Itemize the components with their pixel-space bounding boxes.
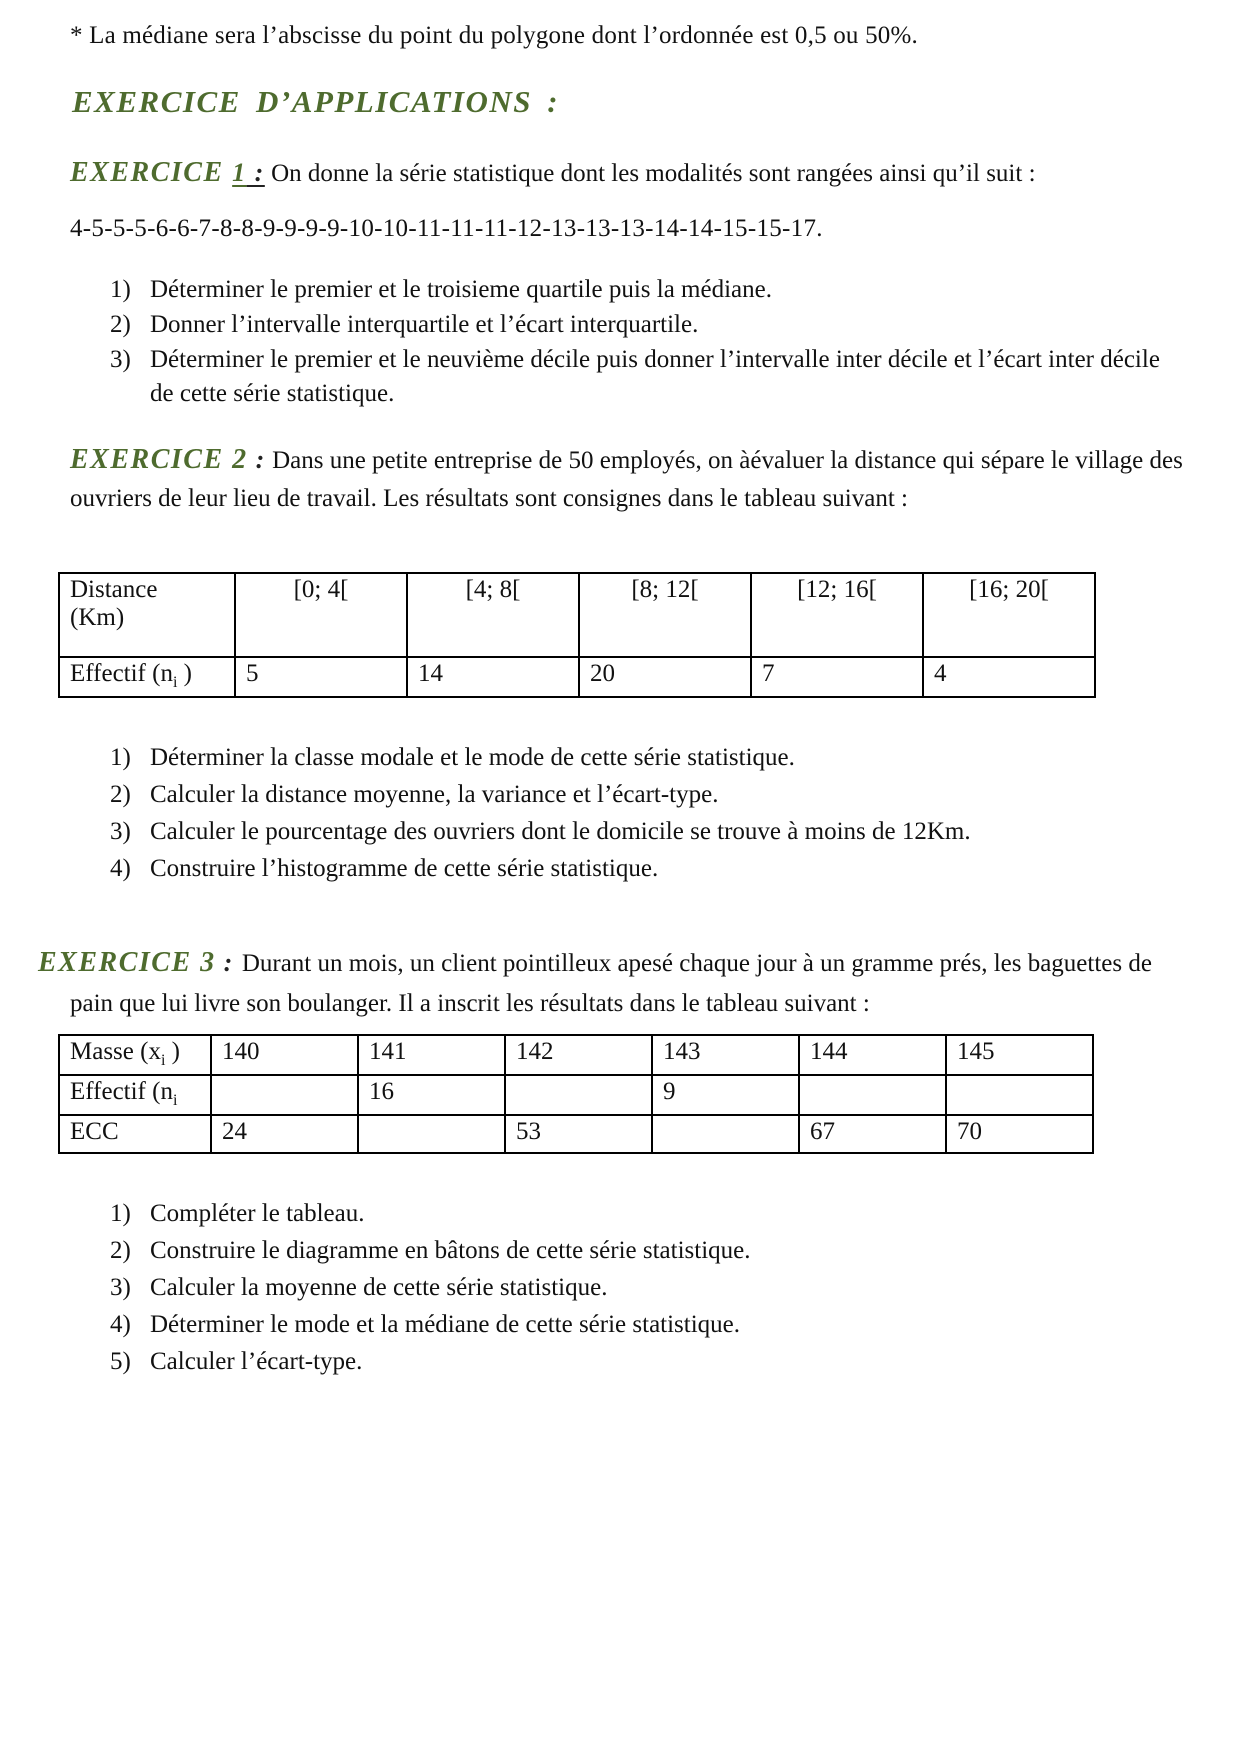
item-number: 2) — [110, 311, 131, 338]
table-header-cell — [59, 1035, 211, 1075]
item-text: Donner l’intervalle interquartile et l’écart interquartile. — [150, 311, 699, 338]
item-number: 2) — [110, 781, 131, 808]
table-cell: 143 — [652, 1035, 799, 1075]
table-cell: 4 — [923, 657, 1095, 697]
table-cell: 24 — [211, 1115, 358, 1153]
item-text: Déterminer le mode et la médiane de cette série statistique. — [150, 1311, 741, 1338]
exercise1-intro-text: On donne la série statistique dont les modalités sont rangées ainsi qu’il suit : — [271, 160, 1036, 187]
cell-text: ) — [165, 1038, 180, 1065]
item-text: Construire le diagramme en bâtons de cette série statistique. — [150, 1237, 751, 1264]
cell-text: ) — [177, 660, 192, 687]
item-number: 1) — [110, 744, 131, 771]
table-header-cell: ECC — [59, 1115, 211, 1153]
median-note: * La médiane sera l’abscisse du point du polygone dont l’ordonnée est 0,5 ou 50%. — [70, 22, 918, 49]
table-cell: 7 — [751, 657, 923, 697]
list-item — [110, 1196, 1188, 1232]
exercise1-heading: EXERCICE 1 : — [70, 157, 265, 188]
table-row — [59, 1115, 1093, 1153]
table-row — [59, 573, 1095, 657]
table-cell: [8; 12[ — [579, 573, 751, 657]
exercise2-heading: EXERCICE 2 : — [70, 444, 266, 475]
exercise1-intro — [70, 154, 1188, 193]
table-row — [59, 657, 1095, 697]
table-cell: 16 — [358, 1075, 505, 1115]
item-number: 3) — [110, 346, 131, 373]
exercise2-question-list — [110, 740, 1188, 887]
table-cell — [505, 1075, 652, 1115]
item-text: Calculer la moyenne de cette série statistique. — [150, 1274, 608, 1301]
list-item — [110, 273, 1188, 307]
table-cell: 20 — [579, 657, 751, 697]
table-cell: 9 — [652, 1075, 799, 1115]
item-number: 4) — [110, 855, 131, 882]
table-cell — [946, 1075, 1093, 1115]
list-item — [110, 1344, 1188, 1380]
distance-table — [58, 572, 1096, 698]
list-item — [110, 851, 1188, 887]
exercise3-question-list — [110, 1196, 1188, 1380]
item-text: Déterminer le premier et le troisieme quartile puis la médiane. — [150, 276, 772, 303]
table-header-cell — [59, 657, 235, 697]
table-cell: [16; 20[ — [923, 573, 1095, 657]
table-cell: 140 — [211, 1035, 358, 1075]
item-text: Compléter le tableau. — [150, 1200, 365, 1227]
table-cell — [799, 1075, 946, 1115]
item-text: Déterminer le premier et le neuvième décile puis donner l’intervalle inter décile et l’écart inter décile de cette série statistique. — [150, 346, 1160, 407]
item-number: 3) — [110, 818, 131, 845]
item-text: Déterminer la classe modale et le mode de cette série statistique. — [150, 744, 795, 771]
list-item — [110, 1270, 1188, 1306]
item-number: 2) — [110, 1237, 131, 1264]
table-cell: 14 — [407, 657, 579, 697]
exercise3-heading: EXERCICE 3 : — [38, 947, 242, 978]
table-cell: [4; 8[ — [407, 573, 579, 657]
cell-text: Masse (x — [70, 1038, 161, 1065]
table-cell — [358, 1115, 505, 1153]
table-cell: 141 — [358, 1035, 505, 1075]
table-cell: 144 — [799, 1035, 946, 1075]
list-item — [110, 777, 1188, 813]
table-cell: 53 — [505, 1115, 652, 1153]
masse-table — [58, 1034, 1094, 1154]
item-number: 3) — [110, 1274, 131, 1301]
exercise2-intro-text: Dans une petite entreprise de 50 employés, on àévaluer la distance qui sépare le village des ouvriers de leur lieu de travail. Les résultats sont consignes dans le tableau suivant : — [70, 447, 1183, 512]
table-row — [59, 1035, 1093, 1075]
table-header-cell — [59, 573, 235, 657]
table-row — [59, 1075, 1093, 1115]
list-item — [110, 1233, 1188, 1269]
table-cell: 145 — [946, 1035, 1093, 1075]
subscript: i — [160, 1052, 166, 1069]
exercise1-data-series: 4-5-5-5-6-6-7-8-8-9-9-9-9-10-10-11-11-11-12-13-13-13-14-14-15-15-17. — [70, 215, 823, 242]
exercise3-intro — [38, 943, 1188, 1024]
subscript: i — [172, 674, 178, 691]
item-number: 4) — [110, 1311, 131, 1338]
table-cell: 5 — [235, 657, 407, 697]
item-text: Construire l’histogramme de cette série statistique. — [150, 855, 659, 882]
exercise1-question-list — [110, 273, 1188, 411]
cell-text: Effectif (n — [70, 1078, 173, 1105]
table-cell — [652, 1115, 799, 1153]
list-item — [110, 1307, 1188, 1343]
cell-text: Effectif (n — [70, 660, 173, 687]
table-cell — [211, 1075, 358, 1115]
item-number: 1) — [110, 1200, 131, 1227]
cell-text: (Km) — [70, 604, 125, 631]
table-header-cell — [59, 1075, 211, 1115]
list-item — [110, 308, 1188, 342]
table-cell: 142 — [505, 1035, 652, 1075]
list-item — [110, 740, 1188, 776]
item-text: Calculer l’écart-type. — [150, 1348, 363, 1375]
table-cell: 70 — [946, 1115, 1093, 1153]
item-text: Calculer la distance moyenne, la variance et l’écart-type. — [150, 781, 719, 808]
list-item — [110, 343, 1188, 411]
exercise3-intro-text: Durant un mois, un client pointilleux apesé chaque jour à un gramme prés, les baguettes de pain que lui livre son boulanger. Il a inscrit les résultats dans le tableau suivant : — [70, 950, 1152, 1017]
exercise2-intro — [70, 441, 1188, 518]
item-number: 5) — [110, 1348, 131, 1375]
table-cell: 67 — [799, 1115, 946, 1153]
main-heading: EXERCICE D’APPLICATIONS : — [72, 84, 560, 119]
list-item — [110, 814, 1188, 850]
item-number: 1) — [110, 276, 131, 303]
cell-text: Distance — [70, 576, 158, 603]
subscript: i — [172, 1092, 178, 1109]
item-text: Calculer le pourcentage des ouvriers dont le domicile se trouve à moins de 12Km. — [150, 818, 971, 845]
table-cell: [0; 4[ — [235, 573, 407, 657]
table-cell: [12; 16[ — [751, 573, 923, 657]
